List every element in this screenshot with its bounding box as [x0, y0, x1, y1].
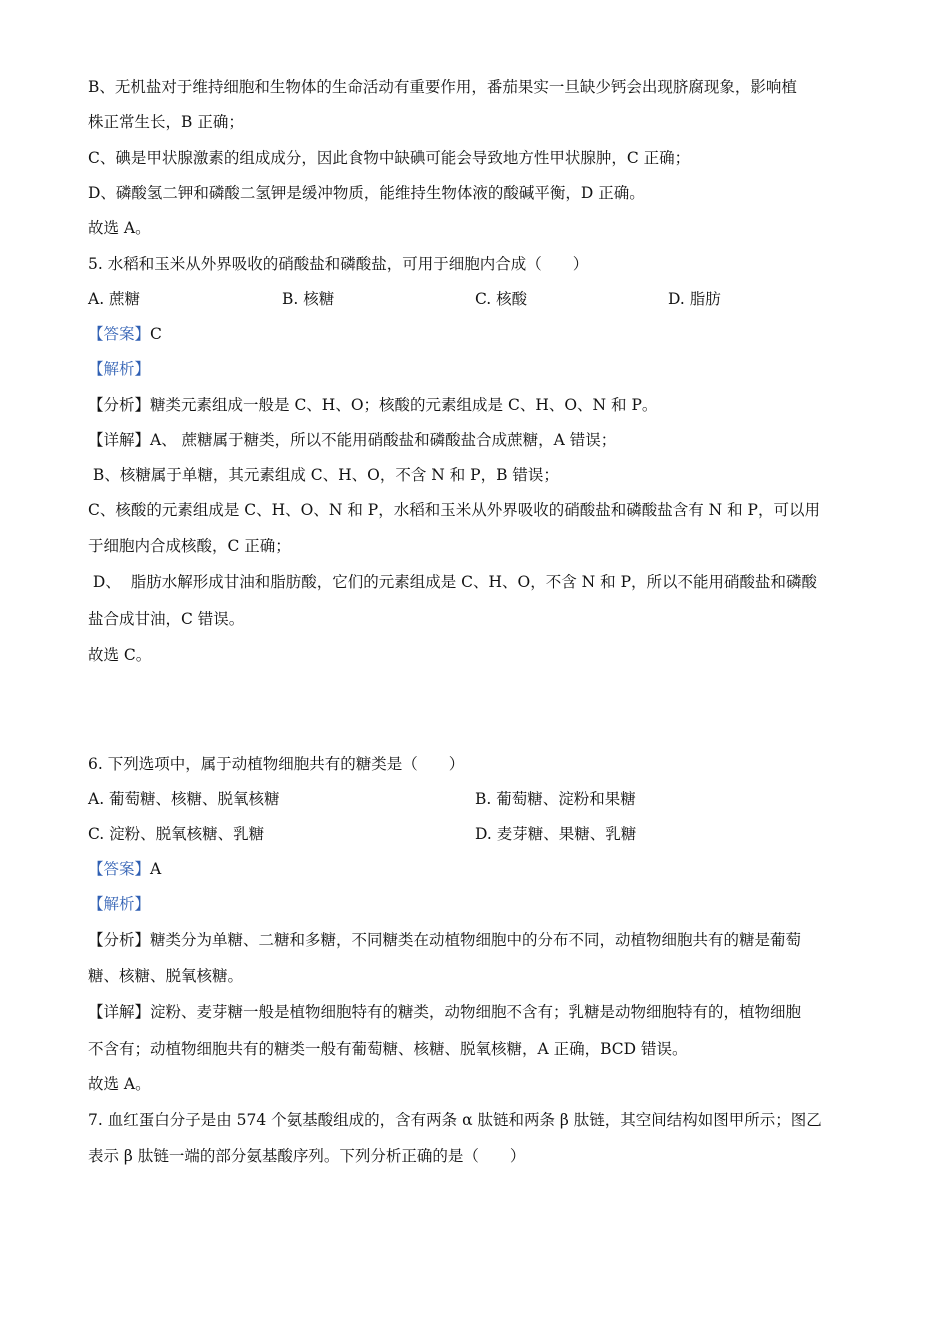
- q5-conclusion: 故选 C。: [88, 646, 152, 664]
- answer-value: C: [150, 325, 162, 343]
- q6-option-b: B. 葡萄糖、淀粉和果糖: [475, 790, 636, 808]
- xiangjie-label: 【详解】: [88, 431, 151, 449]
- fenxi-label: 【分析】: [88, 931, 151, 949]
- q5-xiangjie-c-line2: 于细胞内合成核酸，C 正确；: [88, 537, 291, 555]
- q7-stem-line2: 表示 β 肽链一端的部分氨基酸序列。下列分析正确的是（ ）: [88, 1147, 526, 1165]
- q5-answer: [88, 324, 162, 344]
- q5-analysis-label: 【解析】: [88, 360, 151, 378]
- answer-label: 【答案】: [88, 860, 151, 878]
- xiangjie-label: 【详解】: [88, 1003, 151, 1021]
- q6-conclusion: 故选 A。: [88, 1075, 151, 1093]
- q6-stem: 6. 下列选项中，属于动植物细胞共有的糖类是（ ）: [88, 755, 465, 773]
- q5-xiangjie-d-line2: 盐合成甘油，C 错误。: [88, 610, 245, 628]
- q5-xiangjie-a: [88, 430, 616, 450]
- q5-xiangjie-d-line1: D、 脂肪水解形成甘油和脂肪酸，它们的元素组成是 C、H、O，不含 N 和 P，所以不能用硝酸盐和磷酸: [88, 573, 817, 591]
- q6-fenxi-line2: 糖、核糖、脱氧核糖。: [88, 967, 244, 985]
- q5-option-d: D. 脂肪: [668, 290, 721, 308]
- q4-conclusion: 故选 A。: [88, 219, 151, 237]
- xiangjie-text: 淀粉、麦芽糖一般是植物细胞特有的糖类，动物细胞不含有；乳糖是动物细胞特有的，植物细胞: [150, 1003, 802, 1021]
- q4-option-d-explanation: D、磷酸氢二钾和磷酸二氢钾是缓冲物质，能维持生物体液的酸碱平衡，D 正确。: [88, 184, 645, 202]
- q5-stem: 5. 水稻和玉米从外界吸收的硝酸盐和磷酸盐，可用于细胞内合成（ ）: [88, 255, 589, 273]
- q6-xiangjie-line2: 不含有；动植物细胞共有的糖类一般有葡萄糖、核糖、脱氧核糖，A 正确，BCD 错误。: [88, 1040, 688, 1058]
- xiangjie-text: A、 蔗糖属于糖类，所以不能用硝酸盐和磷酸盐合成蔗糖，A 错误；: [150, 431, 617, 449]
- fenxi-text: 糖类元素组成一般是 C、H、O；核酸的元素组成是 C、H、O、N 和 P。: [150, 396, 658, 414]
- q4-option-b-explanation-line2: 株正常生长，B 正确；: [88, 113, 244, 131]
- q5-option-b: B. 核糖: [282, 290, 335, 308]
- q7-stem-line1: 7. 血红蛋白分子是由 574 个氨基酸组成的，含有两条 α 肽链和两条 β 肽链，其空间结构如图甲所示；图乙: [88, 1111, 822, 1129]
- q6-option-c: C. 淀粉、脱氧核糖、乳糖: [88, 825, 265, 843]
- q5-xiangjie-b: B、核糖属于单糖，其元素组成 C、H、O，不含 N 和 P，B 错误；: [88, 466, 559, 484]
- fenxi-label: 【分析】: [88, 396, 151, 414]
- q4-option-b-explanation-line1: B、无机盐对于维持细胞和生物体的生命活动有重要作用，番茄果实一旦缺少钙会出现脐腐现象，影响植: [88, 78, 797, 96]
- fenxi-text: 糖类分为单糖、二糖和多糖，不同糖类在动植物细胞中的分布不同，动植物细胞共有的糖是葡萄: [150, 931, 802, 949]
- q6-option-a: A. 葡萄糖、核糖、脱氧核糖: [88, 790, 280, 808]
- answer-label: 【答案】: [88, 325, 151, 343]
- q6-xiangjie-line1: [88, 1002, 801, 1022]
- q5-xiangjie-c-line1: C、核酸的元素组成是 C、H、O、N 和 P，水稻和玉米从外界吸收的硝酸盐和磷酸盐含有 N 和 P，可以用: [88, 501, 820, 519]
- q6-answer: [88, 859, 161, 879]
- q5-option-a: A. 蔗糖: [88, 290, 141, 308]
- q6-option-d: D. 麦芽糖、果糖、乳糖: [475, 825, 637, 843]
- q5-option-c: C. 核酸: [475, 290, 528, 308]
- answer-value: A: [150, 860, 162, 878]
- q6-analysis-label: 【解析】: [88, 895, 151, 913]
- q4-option-c-explanation: C、碘是甲状腺激素的组成成分，因此食物中缺碘可能会导致地方性甲状腺肿，C 正确；: [88, 149, 691, 167]
- q6-fenxi-line1: [88, 930, 801, 950]
- q5-fenxi: [88, 395, 657, 415]
